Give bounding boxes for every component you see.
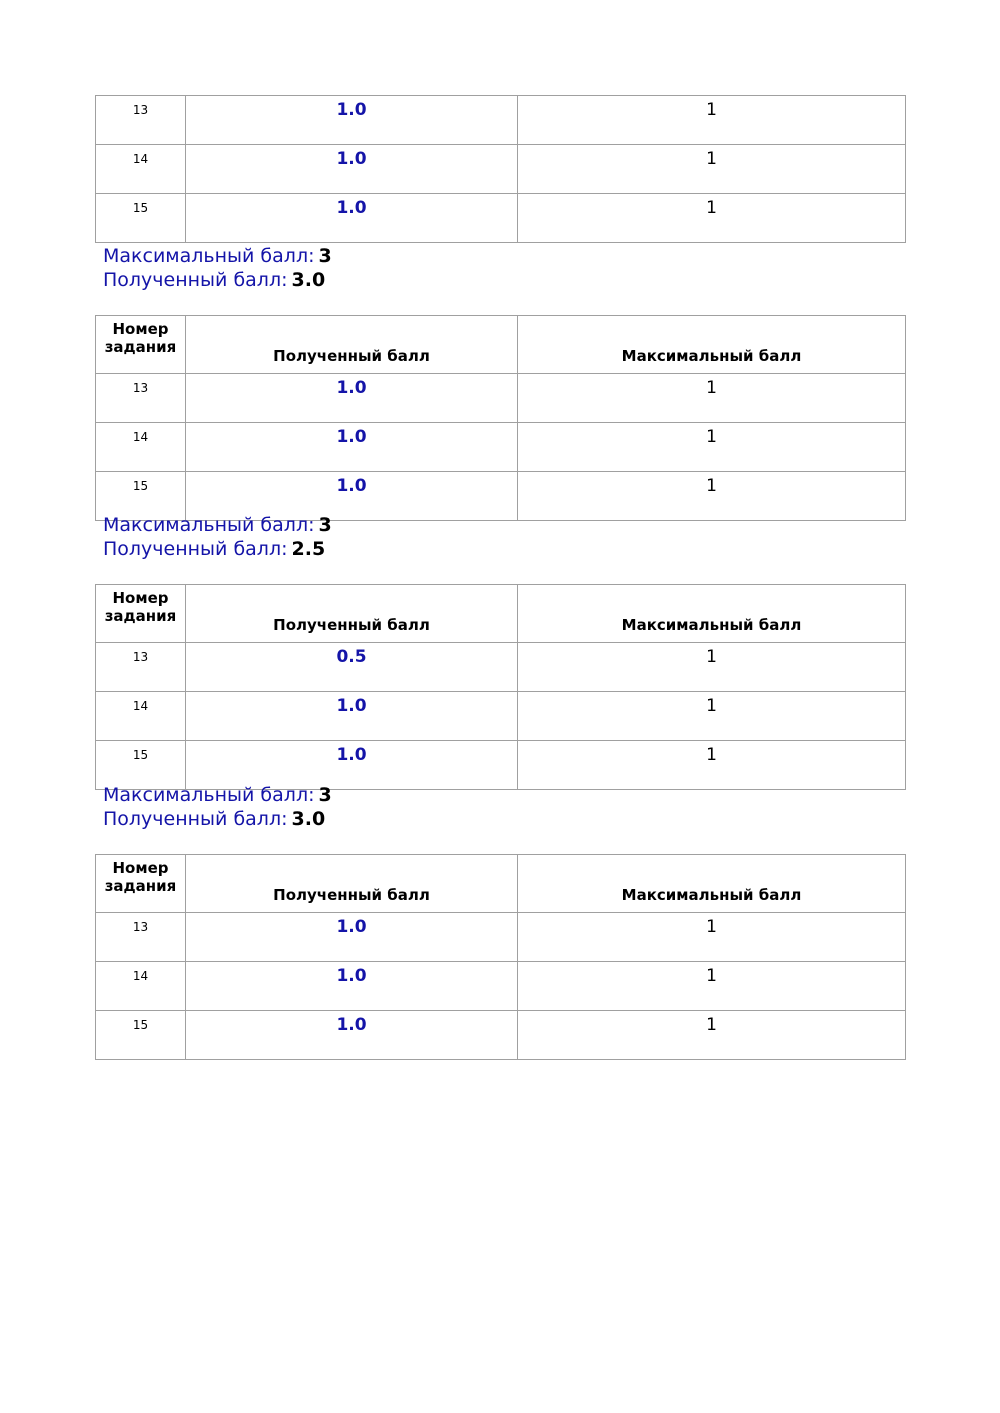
received-score-cell: 1.0 <box>186 913 518 962</box>
task-number-cell: 13 <box>96 913 186 962</box>
table-row <box>96 643 906 692</box>
table-row <box>96 194 906 243</box>
task-number-cell: 14 <box>96 145 186 194</box>
max-score-header: Максимальный балл <box>518 585 906 643</box>
task-number-cell: 15 <box>96 741 186 790</box>
task-number-cell: 15 <box>96 194 186 243</box>
table-row <box>96 423 906 472</box>
table-row <box>96 374 906 423</box>
received-score-value: 3.0 <box>291 268 326 291</box>
max-score-cell: 1 <box>518 962 906 1011</box>
received-score-cell: 1.0 <box>186 692 518 741</box>
received-score-cell: 0.5 <box>186 643 518 692</box>
received-score-value: 3.0 <box>291 807 326 830</box>
max-score-cell: 1 <box>518 643 906 692</box>
received-score-value: 2.5 <box>291 537 326 560</box>
max-score-cell: 1 <box>518 96 906 145</box>
table-row <box>96 692 906 741</box>
received-score-cell: 1.0 <box>186 1011 518 1060</box>
max-score-cell: 1 <box>518 741 906 790</box>
max-score-cell: 1 <box>518 913 906 962</box>
table-row <box>96 96 906 145</box>
max-score-label: Максимальный балл: <box>103 784 315 806</box>
received-score-label: Полученный балл: <box>103 807 288 830</box>
task-number-cell: 14 <box>96 692 186 741</box>
task-number-cell: 15 <box>96 472 186 521</box>
table-row <box>96 145 906 194</box>
received-score-label: Полученный балл: <box>103 268 288 291</box>
max-score-header: Максимальный балл <box>518 316 906 374</box>
table-row <box>96 741 906 790</box>
max-score-cell: 1 <box>518 1011 906 1060</box>
task-number-header: Номер задания <box>96 855 186 913</box>
table-row <box>96 1011 906 1060</box>
max-score-cell: 1 <box>518 194 906 243</box>
score-table-4 <box>95 854 906 1060</box>
task-number-cell: 13 <box>96 643 186 692</box>
table-header-row <box>96 855 906 913</box>
max-score-cell: 1 <box>518 145 906 194</box>
max-score-line <box>103 784 332 808</box>
received-score-cell: 1.0 <box>186 96 518 145</box>
task-number-header: Номер задания <box>96 585 186 643</box>
max-score-value: 3 <box>318 784 332 806</box>
received-score-cell: 1.0 <box>186 194 518 243</box>
received-score-cell: 1.0 <box>186 423 518 472</box>
max-score-cell: 1 <box>518 374 906 423</box>
max-score-cell: 1 <box>518 472 906 521</box>
max-score-line <box>103 245 332 269</box>
received-score-cell: 1.0 <box>186 962 518 1011</box>
task-number-cell: 14 <box>96 962 186 1011</box>
score-table-2 <box>95 315 906 521</box>
score-summary-1 <box>103 245 332 292</box>
received-score-line <box>103 269 332 293</box>
max-score-label: Максимальный балл: <box>103 514 315 536</box>
score-summary-2 <box>103 514 332 561</box>
task-number-cell: 13 <box>96 374 186 423</box>
received-score-line <box>103 538 332 562</box>
received-score-cell: 1.0 <box>186 145 518 194</box>
received-score-line <box>103 808 332 832</box>
max-score-cell: 1 <box>518 423 906 472</box>
received-score-cell: 1.0 <box>186 472 518 521</box>
score-table-3 <box>95 584 906 790</box>
received-score-cell: 1.0 <box>186 374 518 423</box>
table-header-row <box>96 316 906 374</box>
max-score-cell: 1 <box>518 692 906 741</box>
task-number-cell: 14 <box>96 423 186 472</box>
task-number-header: Номер задания <box>96 316 186 374</box>
received-score-label: Полученный балл: <box>103 537 288 560</box>
table-row <box>96 962 906 1011</box>
task-number-cell: 15 <box>96 1011 186 1060</box>
received-score-header: Полученный балл <box>186 585 518 643</box>
score-summary-3 <box>103 784 332 831</box>
max-score-header: Максимальный балл <box>518 855 906 913</box>
table-row <box>96 913 906 962</box>
max-score-value: 3 <box>318 245 332 267</box>
max-score-label: Максимальный балл: <box>103 245 315 267</box>
received-score-header: Полученный балл <box>186 855 518 913</box>
received-score-cell: 1.0 <box>186 741 518 790</box>
received-score-header: Полученный балл <box>186 316 518 374</box>
max-score-value: 3 <box>318 514 332 536</box>
table-header-row <box>96 585 906 643</box>
max-score-line <box>103 514 332 538</box>
score-table-1 <box>95 95 906 243</box>
task-number-cell: 13 <box>96 96 186 145</box>
